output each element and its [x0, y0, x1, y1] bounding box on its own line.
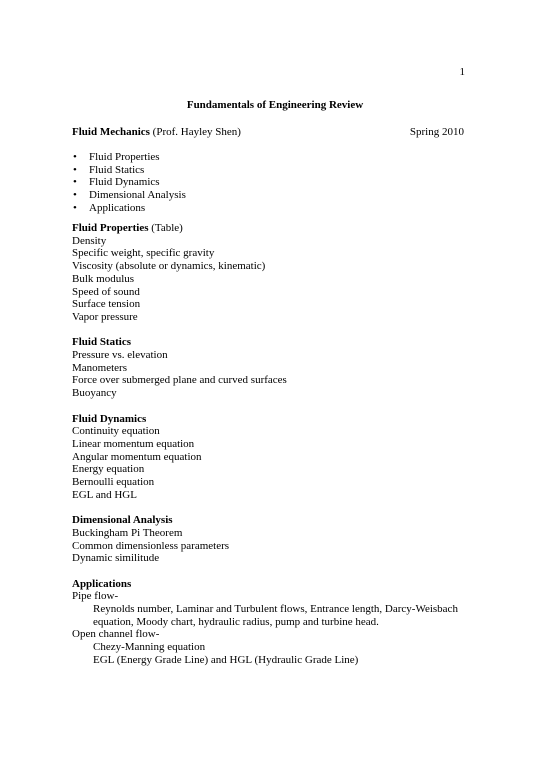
topic-item: • Fluid Statics: [73, 163, 145, 176]
open-channel-flow-topics: Chezy-Manning equation: [93, 641, 206, 654]
section-dimensional-analysis: [72, 514, 472, 565]
pipe-flow-label: Pipe flow-: [72, 590, 119, 603]
subject-line: [72, 126, 464, 139]
document-body: [72, 222, 472, 679]
section-item: Common dimensionless parameters: [72, 539, 230, 552]
section-item: Specific weight, specific gravity: [72, 247, 215, 260]
topic-item: • Fluid Dynamics: [73, 176, 160, 189]
subject-name: Fluid Mechanics: [72, 126, 150, 138]
topic-item: • Dimensional Analysis: [73, 189, 186, 202]
topic-item: • Applications: [73, 201, 146, 214]
bullet-icon: •: [73, 189, 77, 202]
bullet-icon: •: [73, 151, 77, 163]
section-fluid-properties: [72, 222, 472, 324]
section-item: EGL and HGL: [72, 488, 137, 501]
open-channel-flow-label: Open channel flow-: [72, 628, 160, 641]
section-item: Energy equation: [72, 463, 145, 476]
pipe-flow-topics: Reynolds number, Laminar and Turbulent flows, Entrance length, Darcy-Weisbach: [93, 603, 458, 616]
section-fluid-statics: [72, 336, 472, 400]
section-item: Continuity equation: [72, 425, 160, 438]
instructor-name: (Prof. Hayley Shen): [152, 126, 241, 138]
topic-list: [72, 151, 186, 214]
topic-item: • Fluid Properties: [73, 151, 160, 163]
page-number: 1: [459, 66, 465, 78]
section-item: Force over submerged plane and curved surfaces: [72, 374, 287, 387]
section-item: Viscosity (absolute or dynamics, kinematic): [72, 260, 266, 273]
section-heading: Dimensional Analysis: [72, 514, 173, 527]
section-item: Linear momentum equation: [72, 437, 195, 450]
document-title: Fundamentals of Engineering Review: [186, 99, 364, 111]
open-channel-flow-topics: EGL (Energy Grade Line) and HGL (Hydraulic Grade Line): [93, 653, 359, 666]
section-applications: [72, 578, 472, 667]
section-heading: Applications: [72, 577, 132, 590]
section-item: Buoyancy: [72, 387, 117, 400]
section-item: Pressure vs. elevation: [72, 349, 168, 362]
section-item: Bernoulli equation: [72, 476, 155, 489]
section-item: Bulk modulus: [72, 272, 135, 285]
section-note: (Table): [151, 222, 183, 234]
section-item: Density: [72, 234, 107, 247]
section-item: Surface tension: [72, 298, 141, 311]
section-fluid-dynamics: [72, 413, 472, 502]
term: Spring 2010: [409, 126, 464, 138]
bullet-icon: •: [73, 163, 77, 176]
section-heading: Fluid Statics: [72, 336, 131, 349]
section-item: Speed of sound: [72, 285, 140, 298]
section-item: Angular momentum equation: [72, 450, 202, 463]
section-item: Buckingham Pi Theorem: [72, 526, 183, 539]
pipe-flow-topics: equation, Moody chart, hydraulic radius, pump and turbine head.: [93, 615, 379, 628]
section-heading: Fluid Dynamics: [72, 412, 147, 425]
bullet-icon: •: [73, 176, 77, 189]
section-heading: Fluid Properties (Table): [72, 222, 183, 234]
section-item: Dynamic similitude: [72, 552, 160, 565]
section-item: Vapor pressure: [72, 310, 138, 323]
bullet-icon: •: [73, 201, 77, 214]
section-item: Manometers: [72, 361, 127, 374]
